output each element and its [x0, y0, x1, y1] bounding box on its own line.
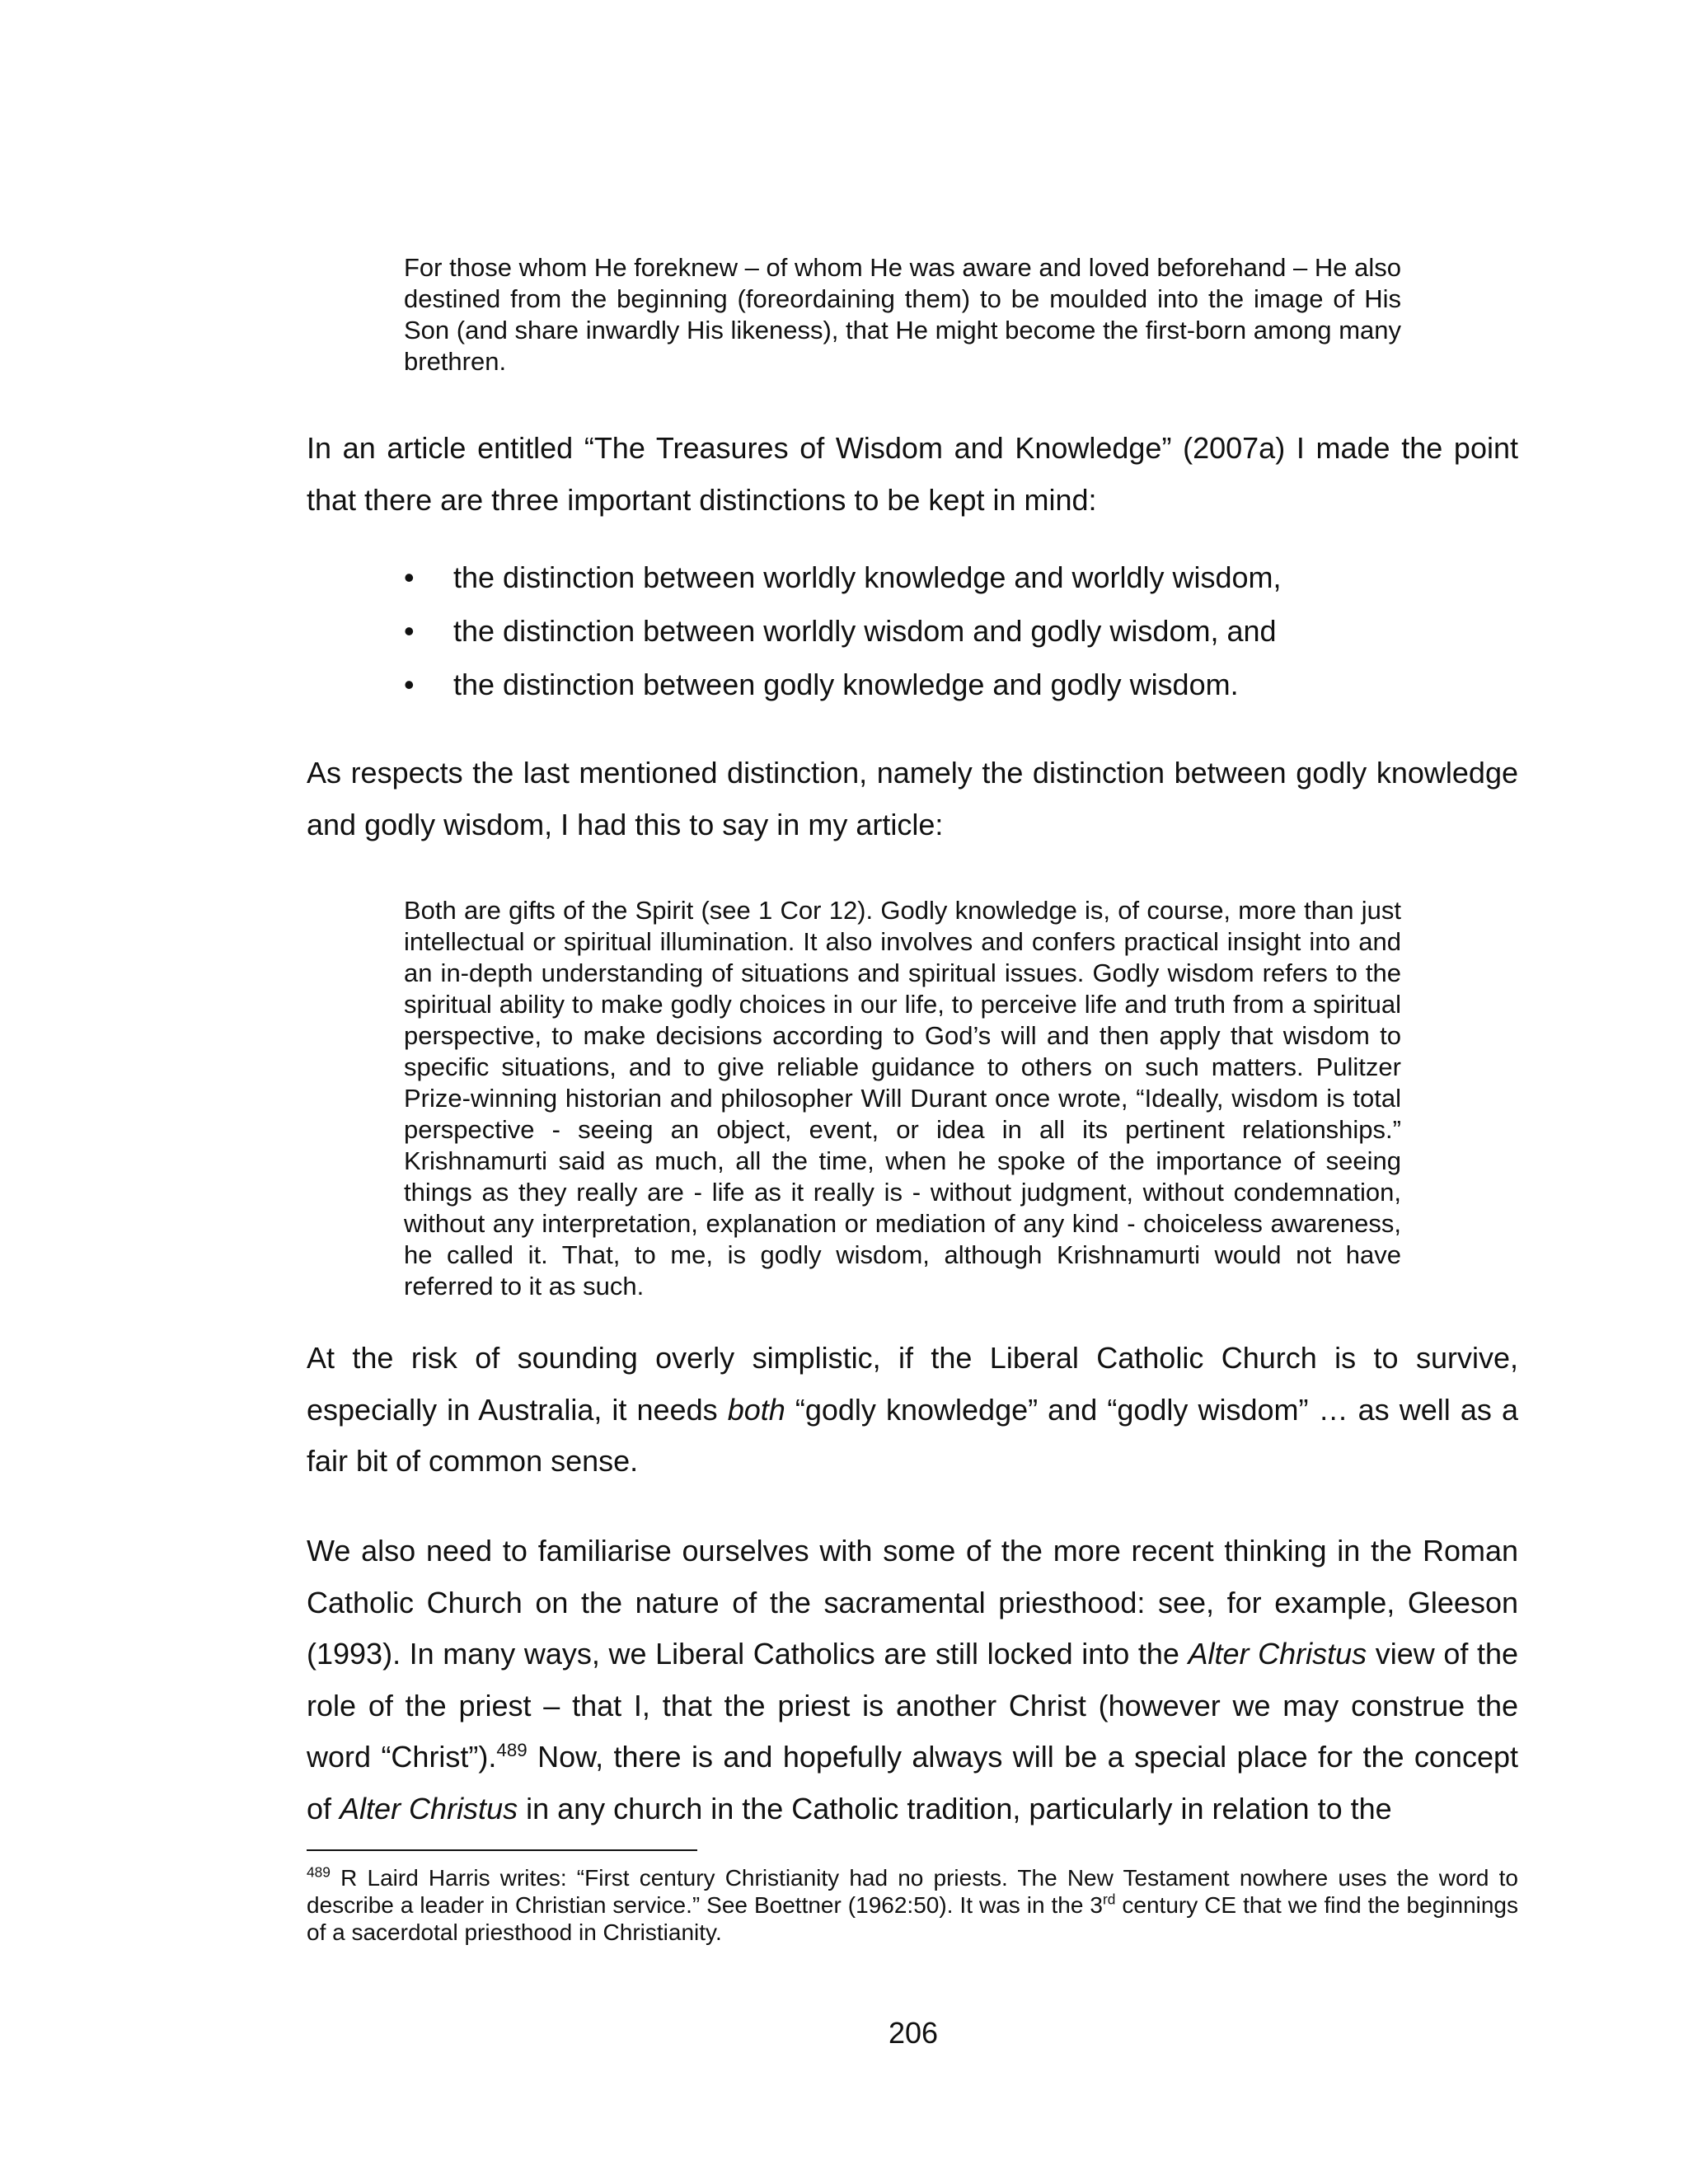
footnote [307, 1864, 1518, 1946]
paragraph-last-distinction: As respects the last mentioned distinction, namely the distinction between godly knowledge and godly wisdom, I had this to say in my article: [307, 756, 1518, 841]
block-quote-article [404, 895, 1401, 1302]
italic-alter-christus: Alter Christus [340, 1791, 518, 1825]
paragraph-common-sense-text: At the risk of sounding overly simplistic, if the Liberal Catholic Church is to survive, especially in Australia, it needs [307, 1341, 1518, 1427]
list-item: • the distinction between godly knowledge and godly wisdom. [404, 658, 1475, 711]
footnote-number: 489 [307, 1863, 331, 1881]
distinctions-list [404, 551, 1475, 711]
block-quote-romans-text: For those whom He foreknew – of whom He was aware and loved beforehand – He also destined from the beginning (foreordaining them) to be moulded into the image of His Son (and share inwardly His likeness), that He might become the first-born among many brethren. [404, 253, 1401, 376]
paragraph-priesthood-text: view of the role of the priest – that I, that the priest is another Christ (however we may construe the word “Christ”). [307, 1637, 1518, 1774]
emphasis-both: both [727, 1392, 785, 1427]
footnote-text: century CE that we find the beginnings of a sacerdotal priesthood in Christianity. [307, 1892, 1518, 1945]
paragraph-priesthood-text: in any church in the Catholic tradition, particularly in relation to the [518, 1791, 1392, 1825]
paragraph-common-sense [307, 1333, 1518, 1488]
paragraph-common-sense-text: “godly knowledge” and “godly wisdom” … as well as a fair bit of common sense. [307, 1392, 1518, 1478]
block-quote-article-text: Both are gifts of the Spirit (see 1 Cor 12). Godly knowledge is, of course, more than just intellectual or spiritual illumination. It also involves and confers practical insight into and an in-depth understanding of situations and spiritual issues. Godly wisdom refers to the spiritual ability to make godly choices in our life, to perceive life and truth from a spiritual perspective, to make decisions according to God’s will and then apply that wisdom to specific situations, and to give reliable guidance to others on such matters. Pulitzer Prize-winning historian and philosopher Will Durant once wrote, “Ideally, wisdom is total perspective - seeing an object, event, or idea in all its pertinent relationships.” Krishnamurti said as much, all the time, when he spoke of the importance of seeing things as they really are - life as it really is - without judgment, without condemnation, without any interpretation, explanation or mediation of any kind - choiceless awareness, he called it. That, to me, is godly wisdom, although Krishnamurti would not have referred to it as such. [404, 896, 1401, 1301]
ordinal-suffix: rd [1102, 1891, 1116, 1908]
footnote-reference[interactable]: 489 [496, 1740, 528, 1760]
paragraph-priesthood-text: Now, there is and hopefully always will be a special place for the concept of [307, 1740, 1518, 1825]
paragraph-priesthood-text: We also need to familiarise ourselves with some of the more recent thinking in the Roman Catholic Church on the nature of the sacramental priesthood: see, for example, Gleeson (1993). In many ways, we Liberal Catholics are still locked into the [307, 1534, 1518, 1671]
paragraph-priesthood [307, 1526, 1518, 1835]
italic-alter-christus: Alter Christus [1188, 1637, 1367, 1671]
paragraph-distinctions-intro: In an article entitled “The Treasures of Wisdom and Knowledge” (2007a) I made the point that there are three important distinctions to be kept in mind: [307, 431, 1518, 517]
footnote-text: R Laird Harris writes: “First century Christianity had no priests. The New Testament nowhere uses the word to describe a leader in Christian service.” See Boettner (1962:50). It was in the 3 [307, 1865, 1518, 1918]
list-item: • the distinction between worldly wisdom and godly wisdom, and [404, 604, 1475, 658]
block-quote-romans [404, 252, 1401, 377]
list-item: • the distinction between worldly knowledge and worldly wisdom, [404, 551, 1475, 604]
footnote-divider [307, 1849, 697, 1851]
page-number: 206 [888, 2016, 939, 2050]
